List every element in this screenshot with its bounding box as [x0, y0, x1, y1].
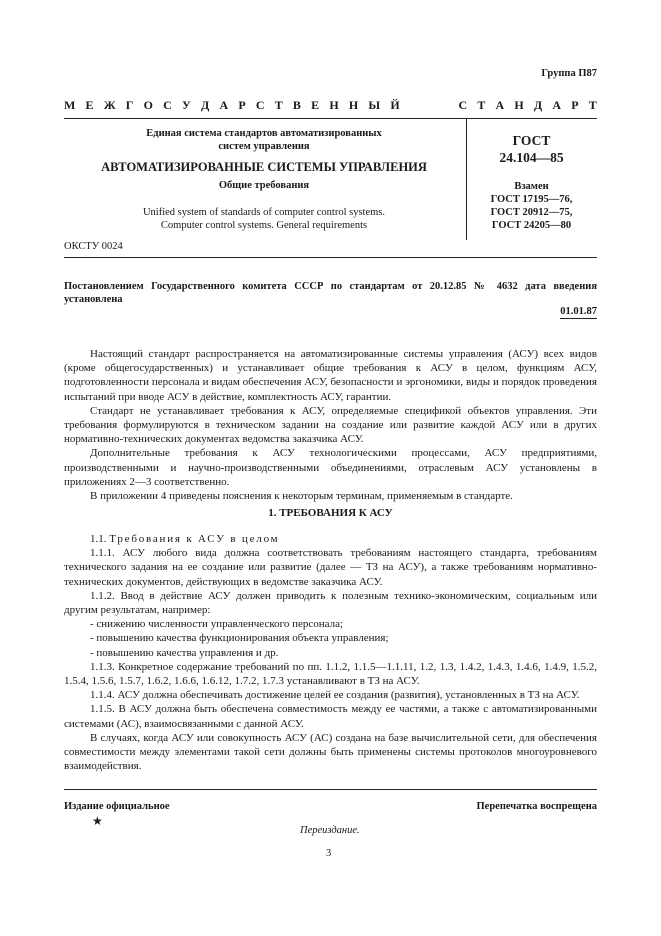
banner-letter: В [292, 98, 301, 112]
section-paragraph: В случаях, когда АСУ или совокупность АСУ (АС) создана на базе вычислительной сети, для обеспечения совместимости между элементами такой сети должны быть применены системы протоколов многоуровневого взаимодействия. [64, 731, 597, 773]
okstu-rule [64, 257, 597, 258]
intro-paragraph: Настоящий стандарт распространяется на автоматизированные системы управления (АСУ) всех видов (кроме общегосударственных) и устанавливает общие требования к АСУ в целом, функциям АСУ, подготовленности персонала и видам обеспечения АСУ, безопасности и эргономики, виды и порядок проведения испытаний при вводе АСУ в действие, комплектность АСУ, гарантии. [64, 348, 597, 403]
section-1-text [64, 532, 597, 773]
banner-letter: А [552, 98, 562, 112]
decree-line-2: установлена [64, 294, 123, 305]
system-line-2: систем управления [218, 141, 310, 152]
banner-letter: С [458, 98, 468, 112]
intro-paragraph: В приложении 4 приведены пояснения к некоторым терминам, применяемым в стандарте. [90, 490, 513, 503]
replace-label: Взамен [514, 181, 549, 192]
list-item: - снижению численности управленческого персонала; [90, 618, 344, 631]
banner-letter: Р [571, 98, 579, 112]
banner-letter: Е [85, 98, 94, 112]
banner-letter: С [255, 98, 265, 112]
banner-letter: Н [514, 98, 524, 112]
star-icon: ★ [92, 814, 103, 828]
okstu-code: ОКСТУ 0024 [64, 241, 123, 252]
subsection-title: Требования к АСУ в целом [109, 533, 280, 545]
replaced-item: ГОСТ 17195—76, [490, 194, 573, 205]
official-edition-label: Издание официальное [64, 801, 170, 812]
footer-rule [64, 789, 597, 790]
gost-label: ГОСТ [512, 133, 551, 148]
section-paragraph: 1.1.4. АСУ должна обеспечивать достижение целей ее создания (развития), установленных в ТЗ на АСУ. [90, 689, 580, 702]
banner-letter: Ж [103, 98, 116, 112]
banner-letter: Т [274, 98, 283, 112]
banner-letter: М [64, 98, 76, 112]
group-label: Группа П87 [541, 68, 597, 79]
banner-letter: Г [125, 98, 134, 112]
banner-letter: А [495, 98, 505, 112]
banner-letter: Н [329, 98, 339, 112]
banner-letter: Т [588, 98, 597, 112]
banner-letter: Т [477, 98, 486, 112]
document-subtitle: Общие требования [218, 180, 310, 191]
subsection-number: 1.1. [90, 533, 107, 545]
section-paragraph: 1.1.5. В АСУ должна быть обеспечена совместимость между ее частями, а также с автоматизированными системами (АС), взаимосвязанными с данной АСУ. [64, 703, 597, 730]
list-item: - повышению качества управления и др. [90, 646, 279, 659]
reprint-prohibited-label: Перепечатка воспрещена [476, 801, 597, 812]
reissue-label: Переиздание. [300, 825, 360, 836]
banner-letter: Е [311, 98, 320, 112]
banner-letter: С [163, 98, 172, 112]
banner-letter [442, 98, 448, 113]
section-paragraph: 1.1.3. Конкретное содержание требований по пп. 1.1.2, 1.1.5—1.1.11, 1.2, 1.3, 1.4.2, 1.4.3, 1.4.6, 1.4.9, 1.5.2, 1.5.4, 1.5.6, 1.5.7, 1.6.2, 1.6.6, 1.6.12, 1.7.2, 1.7.3 устанавливают в ТЗ на АСУ. [64, 660, 597, 688]
english-title-line-2: Computer control systems. General requirements [160, 220, 368, 231]
replaced-item: ГОСТ 20912—75, [490, 207, 573, 218]
banner-letter: Й [390, 98, 400, 112]
banner-letter: Ы [368, 98, 381, 112]
list-item: - повышению качества функционирования объекта управления; [90, 632, 389, 645]
document-title: АВТОМАТИЗИРОВАННЫЕ СИСТЕМЫ УПРАВЛЕНИЯ [101, 160, 427, 174]
decree-line-1: Постановлением Государственного комитета СССР по стандартам от 20.12.85 № 4632 дата введения [64, 281, 597, 292]
banner-letter [426, 98, 432, 113]
banner-letter: А [219, 98, 229, 112]
banner-letter: Д [533, 98, 543, 112]
subsection-heading [64, 532, 597, 546]
header-rule [64, 118, 597, 119]
introduction-date: 01.01.87 [560, 306, 597, 317]
banner-letter [410, 98, 416, 113]
interstate-standard-banner [64, 98, 597, 113]
intro-paragraph: Дополнительные требования к АСУ технологическими процессами, АСУ предприятиями, производственными и научно-производственными объединениями, отраслевым АСУ установлены в приложениях 2—3 соответственно. [64, 447, 597, 488]
replaced-item: ГОСТ 24205—80 [491, 220, 572, 231]
banner-letter: Н [348, 98, 359, 112]
banner-letter: Р [238, 98, 246, 112]
banner-letter: Д [201, 98, 210, 112]
banner-letter: У [182, 98, 191, 112]
page-number: 3 [326, 848, 332, 859]
section-paragraph: 1.1.1. АСУ любого вида должна соответствовать требованиям настоящего стандарта, требованиям технического задания на ее создание или развитие (далее — ТЗ на АСУ), а также требованиям нормативно-технических документов, действующих в ведомстве заказчика АСУ. [64, 547, 597, 588]
introduction-text [64, 347, 597, 503]
gost-designation [466, 132, 597, 166]
replaced-standards [466, 180, 597, 232]
english-title-line-1: Unified system of standards of computer control systems. [142, 207, 386, 218]
gost-number: 24.104—85 [499, 150, 564, 165]
section-heading: 1. ТРЕБОВАНИЯ К АСУ [268, 507, 393, 519]
intro-paragraph: Стандарт не устанавливает требования к АСУ, определяемые спецификой объектов управления. Эти требования формулируются в техническом задании на создание или развитие каждой АСУ или в других нормативно-технических документах ведомства заказчика АСУ. [64, 404, 597, 446]
system-line-1: Единая система стандартов автоматизированных [146, 128, 382, 139]
banner-letter: О [143, 98, 153, 112]
section-paragraph: 1.1.2. Ввод в действие АСУ должен приводить к полезным технико-экономическим, социальным или другим результатам, например: [64, 589, 597, 617]
